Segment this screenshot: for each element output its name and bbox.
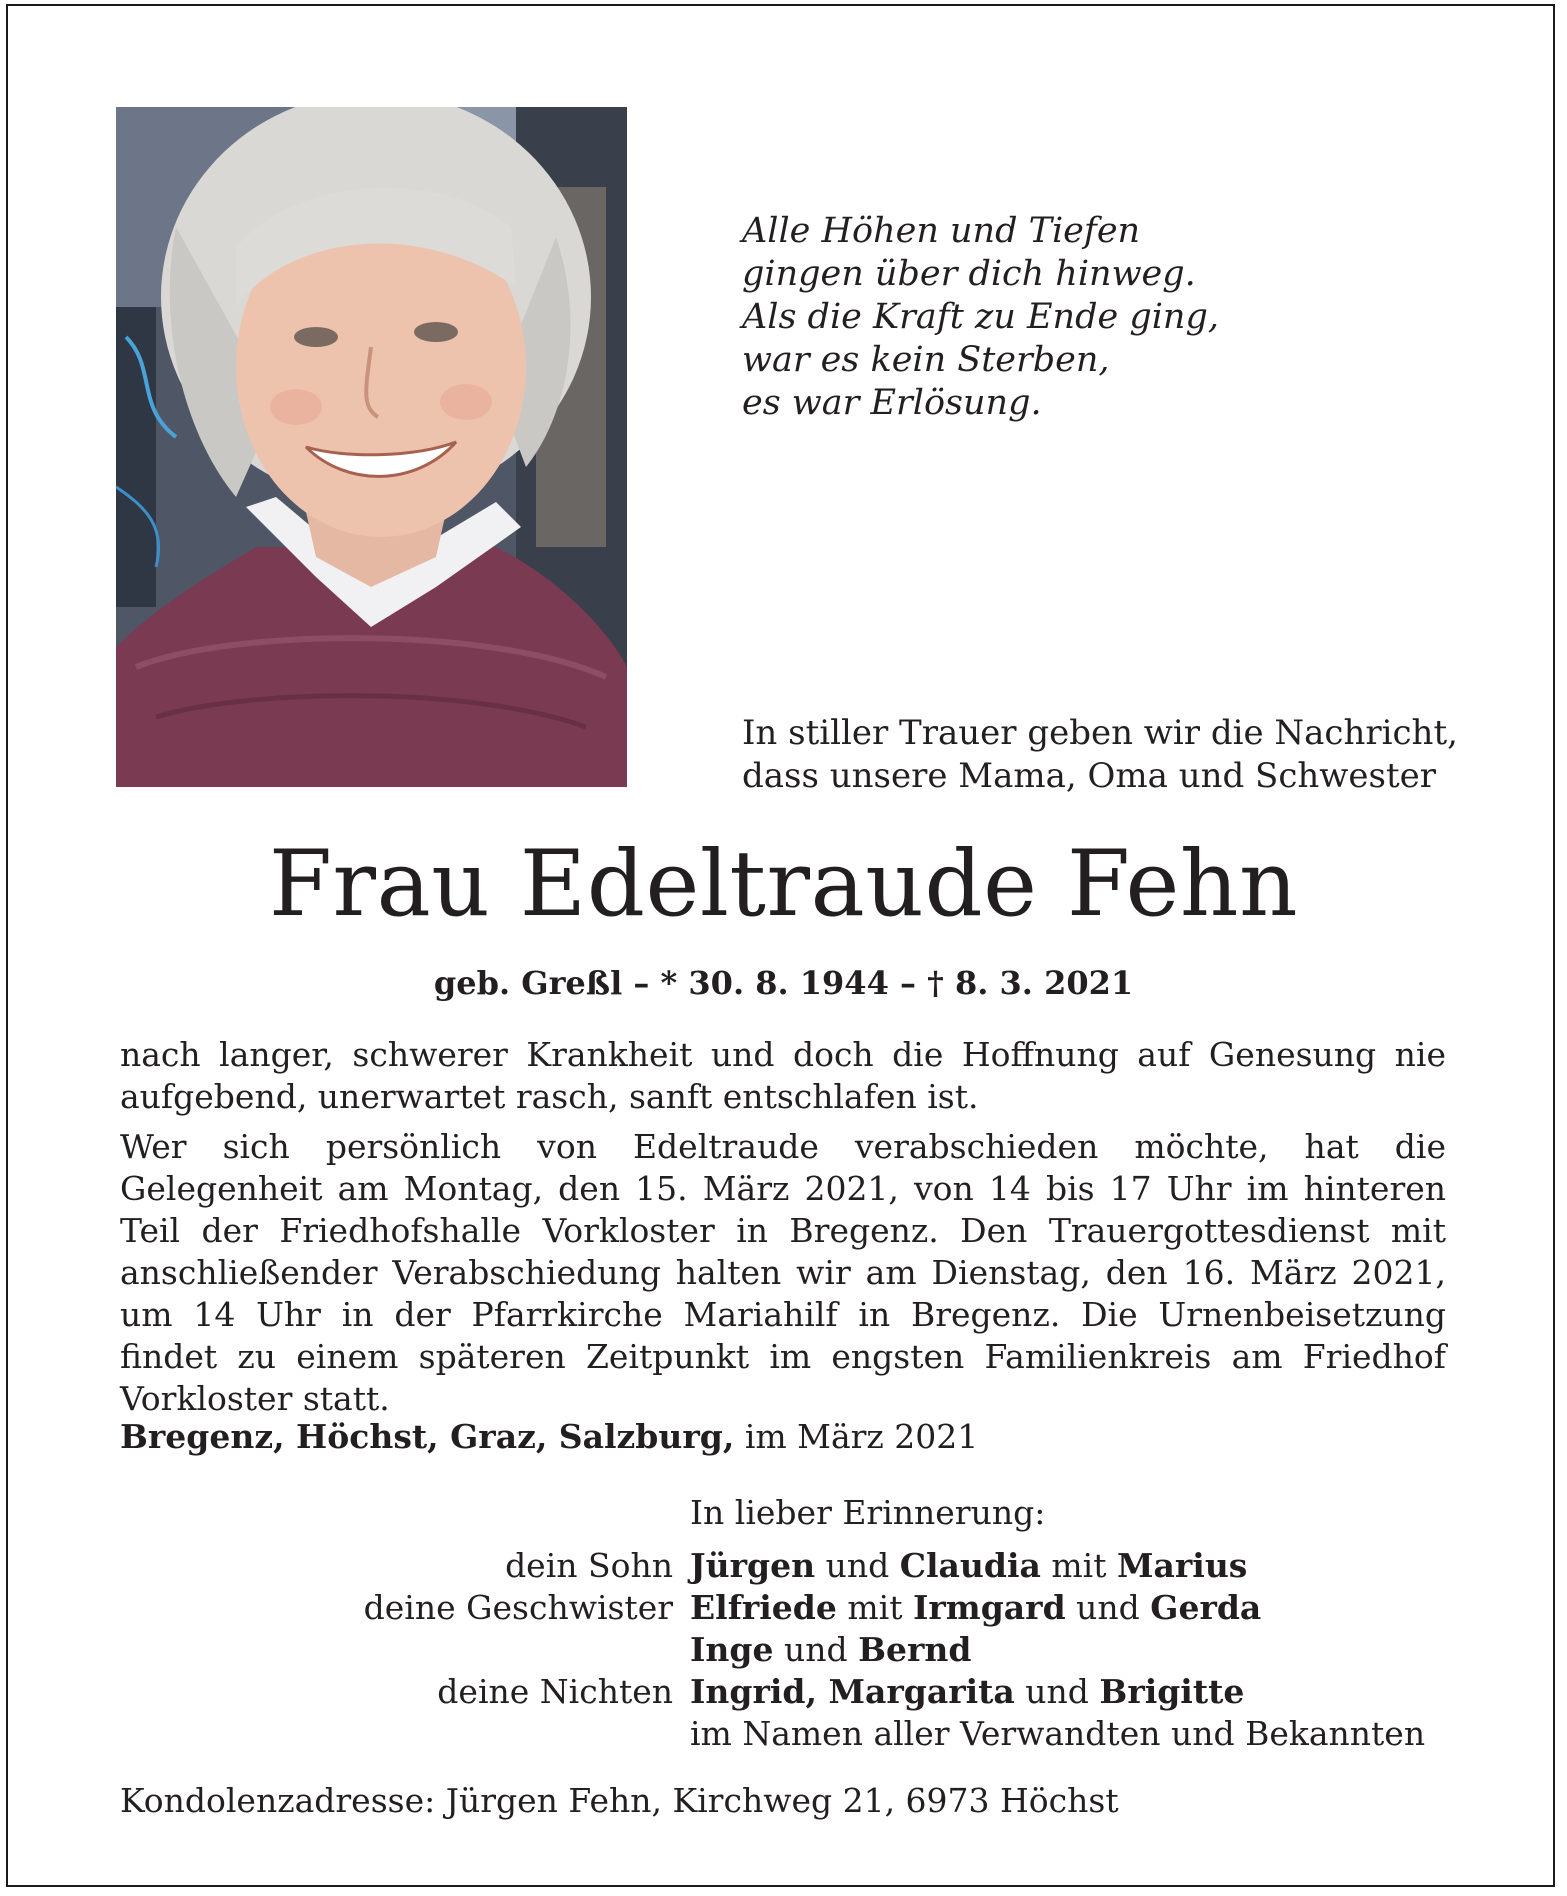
family-conjunction: und <box>825 1546 890 1585</box>
family-relation: deine Nichten <box>437 1672 673 1711</box>
intro-line: In stiller Trauer geben wir die Nachricht, <box>742 713 1458 753</box>
family-name: Bernd <box>858 1630 972 1669</box>
family-name: Marius <box>1116 1546 1248 1585</box>
deceased-name: Frau Edeltraude Fehn <box>268 832 1299 937</box>
family-conjunction: und <box>784 1630 848 1669</box>
family-name: Jürgen <box>690 1546 816 1585</box>
family-list <box>120 1545 1460 1755</box>
family-conjunction: mit <box>1051 1546 1107 1585</box>
family-row <box>120 1629 1460 1671</box>
birth-death-dates: geb. Greßl – * 30. 8. 1944 – † 8. 3. 2021 <box>433 964 1134 1002</box>
family-name: Ingrid, Margarita <box>690 1672 1015 1711</box>
portrait-photo <box>116 107 627 787</box>
family-names <box>673 1545 1247 1587</box>
place-date: im März 2021 <box>744 1417 979 1456</box>
poem-line: Alle Höhen und Tiefen <box>742 211 1141 251</box>
poem-line: es war Erlösung. <box>742 383 1042 423</box>
body-paragraph: nach langer, schwerer Krankheit und doch die Hoffnung auf Genesung nie aufgebend, unerwartet rasch, sanft entschlafen ist. <box>120 1035 1446 1116</box>
place-cities: Bregenz, Höchst, Graz, Salzburg, <box>120 1417 735 1456</box>
family-names <box>673 1629 971 1671</box>
family-name: Inge <box>690 1630 774 1669</box>
place-and-date <box>120 1416 978 1458</box>
family-name: Brigitte <box>1099 1672 1245 1711</box>
family-name: Irmgard <box>912 1588 1066 1627</box>
obituary-body <box>120 1034 1446 1428</box>
family-relation: dein Sohn <box>505 1546 673 1585</box>
family-closing: im Namen aller Verwandten und Bekannten <box>690 1714 1426 1753</box>
family-conjunction: mit <box>847 1588 903 1627</box>
family-name: Claudia <box>899 1546 1041 1585</box>
intro-line: dass unsere Mama, Oma und Schwester <box>742 756 1436 796</box>
poem <box>742 210 1219 425</box>
family-names <box>673 1671 1244 1713</box>
condolence-address: Kondolenzadresse: Jürgen Fehn, Kirchweg 21, 6973 Höchst <box>120 1781 1119 1820</box>
family-relation: deine Geschwister <box>363 1588 673 1627</box>
announcement-intro <box>742 712 1458 798</box>
family-row <box>120 1587 1460 1629</box>
poem-line: war es kein Sterben, <box>742 340 1110 380</box>
poem-line: gingen über dich hinweg. <box>742 254 1196 294</box>
family-names <box>673 1587 1261 1629</box>
family-conjunction: und <box>1025 1672 1089 1711</box>
poem-line: Als die Kraft zu Ende ging, <box>742 297 1219 337</box>
memory-heading: In lieber Erinnerung: <box>690 1493 1046 1532</box>
family-name: Elfriede <box>690 1588 837 1627</box>
family-name: Gerda <box>1150 1588 1262 1627</box>
family-conjunction: und <box>1076 1588 1140 1627</box>
body-paragraph: Wer sich persönlich von Edeltraude verabschieden möchte, hat die Gelegenheit am Montag, den 15. März 2021, von 14 bis 17 Uhr im hinteren Teil der Friedhofshalle Vorkloster in Bregenz. Den Trauergottesdienst mit anschließender Verabschiedung halten wir am Dienstag, den 16. März 2021, um 14 Uhr in der Pfarrkirche Mariahilf in Bregenz. Die Urnenbeisetzung findet zu einem späteren Zeitpunkt im engsten Familienkreis am Friedhof Vorkloster statt. <box>120 1127 1446 1418</box>
family-row <box>120 1545 1460 1587</box>
family-relation <box>120 1713 673 1755</box>
family-relation <box>120 1629 673 1671</box>
family-row <box>120 1713 1460 1755</box>
family-row <box>120 1671 1460 1713</box>
